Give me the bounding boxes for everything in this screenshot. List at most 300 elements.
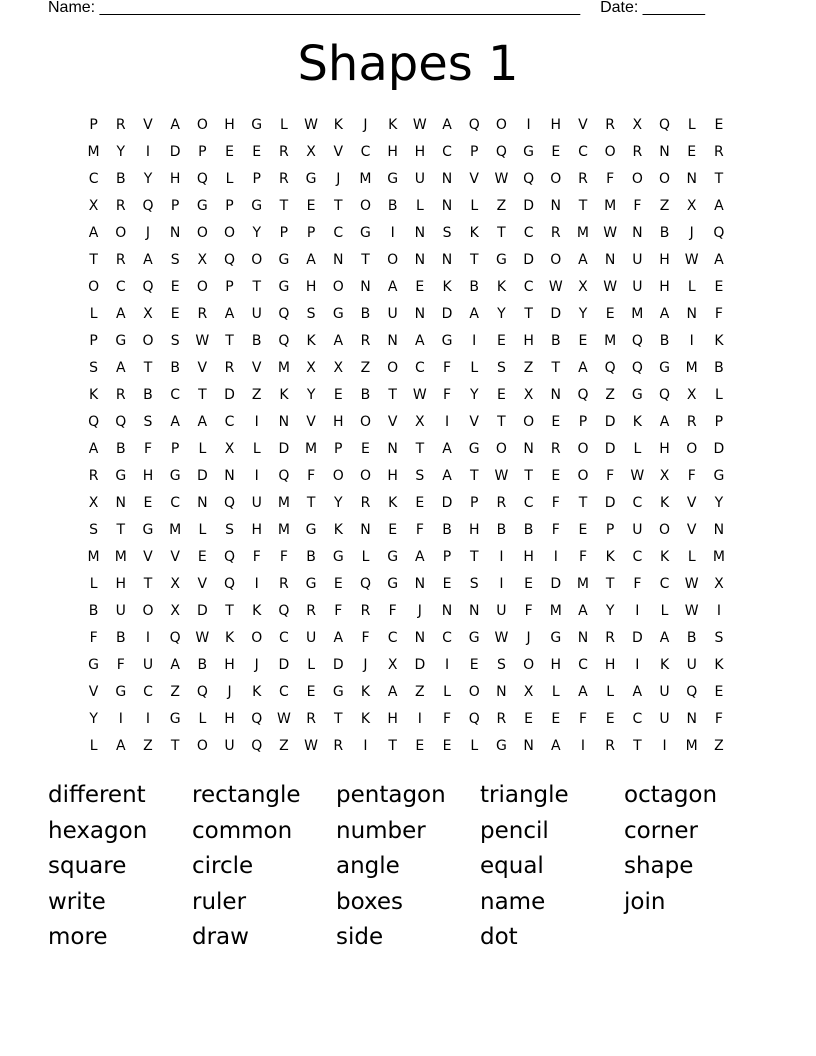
grid-letter[interactable]: P [469, 144, 479, 160]
grid-letter[interactable]: M [604, 198, 617, 214]
grid-letter[interactable]: H [550, 117, 562, 133]
grid-letter[interactable]: J [417, 603, 422, 619]
grid-letter[interactable]: G [550, 630, 562, 646]
grid-letter[interactable]: Y [89, 711, 98, 727]
grid-letter[interactable]: O [686, 441, 698, 457]
grid-letter[interactable]: I [499, 576, 504, 592]
grid-letter[interactable]: F [443, 711, 452, 727]
grid-letter[interactable]: E [361, 441, 370, 457]
grid-letter[interactable]: H [142, 468, 154, 484]
grid-letter[interactable]: C [578, 144, 588, 160]
grid-letter[interactable]: S [442, 225, 452, 241]
grid-letter[interactable]: T [714, 171, 724, 187]
grid-letter[interactable]: A [143, 252, 153, 268]
grid-letter[interactable]: A [115, 360, 126, 376]
grid-letter[interactable]: O [88, 279, 100, 295]
grid-letter[interactable]: P [714, 414, 724, 430]
grid-letter[interactable]: Z [251, 387, 262, 403]
grid-letter[interactable]: T [578, 495, 588, 511]
grid-letter[interactable]: F [687, 468, 696, 484]
grid-letter[interactable]: B [115, 630, 126, 646]
grid-letter[interactable]: L [225, 171, 234, 187]
grid-letter[interactable]: U [659, 684, 670, 700]
grid-letter[interactable]: Y [306, 387, 316, 403]
grid-letter[interactable]: T [605, 576, 615, 592]
grid-letter[interactable]: R [279, 171, 289, 187]
grid-letter[interactable]: E [605, 711, 615, 727]
grid-letter[interactable]: U [414, 171, 425, 187]
grid-letter[interactable]: N [414, 306, 426, 322]
grid-letter[interactable]: R [714, 144, 724, 160]
grid-letter[interactable]: F [361, 630, 370, 646]
grid-letter[interactable]: M [277, 522, 290, 538]
grid-letter[interactable]: D [414, 657, 426, 673]
grid-letter[interactable]: O [577, 441, 589, 457]
grid-letter[interactable]: A [333, 333, 344, 349]
grid-letter[interactable]: C [387, 630, 398, 646]
grid-letter[interactable]: R [686, 414, 697, 430]
grid-letter[interactable]: A [88, 441, 99, 457]
grid-letter[interactable]: M [87, 549, 100, 565]
grid-letter[interactable]: K [89, 387, 99, 403]
grid-letter[interactable]: X [333, 360, 344, 376]
grid-letter[interactable]: F [633, 576, 642, 592]
grid-letter[interactable]: Q [251, 738, 263, 754]
grid-letter[interactable]: U [387, 306, 398, 322]
grid-letter[interactable]: M [169, 522, 182, 538]
grid-letter[interactable]: J [526, 630, 531, 646]
grid-letter[interactable]: P [225, 198, 234, 214]
grid-letter[interactable]: F [551, 495, 560, 511]
grid-letter[interactable]: Z [605, 387, 615, 403]
grid-letter[interactable]: I [417, 711, 422, 727]
grid-letter[interactable]: A [659, 630, 670, 646]
grid-letter[interactable]: S [225, 522, 234, 538]
grid-letter[interactable]: A [578, 252, 588, 268]
grid-letter[interactable]: C [88, 171, 99, 187]
grid-letter[interactable]: A [632, 684, 643, 700]
grid-letter[interactable]: I [553, 549, 558, 565]
grid-letter[interactable]: O [387, 252, 399, 268]
grid-letter[interactable]: Y [578, 306, 588, 322]
grid-letter[interactable]: A [714, 198, 724, 214]
grid-letter[interactable]: C [170, 495, 181, 511]
grid-letter[interactable]: P [306, 225, 316, 241]
grid-letter[interactable]: H [468, 522, 480, 538]
grid-letter[interactable]: H [224, 711, 235, 727]
grid-letter[interactable]: E [551, 468, 561, 484]
grid-letter[interactable]: A [550, 738, 561, 754]
grid-letter[interactable]: I [254, 414, 259, 430]
grid-letter[interactable]: F [415, 522, 424, 538]
grid-letter[interactable]: P [252, 171, 261, 187]
grid-letter[interactable]: X [88, 198, 99, 214]
grid-letter[interactable]: E [551, 144, 561, 160]
grid-letter[interactable]: X [659, 468, 670, 484]
grid-letter[interactable]: H [523, 333, 534, 349]
grid-letter[interactable]: P [89, 117, 98, 133]
grid-letter[interactable]: K [632, 414, 642, 430]
grid-letter[interactable]: X [523, 387, 534, 403]
grid-letter[interactable]: H [414, 144, 426, 160]
grid-letter[interactable]: E [578, 333, 588, 349]
grid-letter[interactable]: H [604, 657, 616, 673]
grid-letter[interactable]: U [686, 657, 697, 673]
grid-letter[interactable]: V [686, 522, 697, 538]
grid-letter[interactable]: B [115, 441, 126, 457]
grid-letter[interactable]: S [306, 306, 316, 322]
grid-letter[interactable]: J [689, 225, 694, 241]
grid-letter[interactable]: L [687, 117, 696, 133]
grid-letter[interactable]: C [115, 279, 126, 295]
grid-letter[interactable]: N [441, 198, 453, 214]
grid-letter[interactable]: O [196, 738, 208, 754]
grid-letter[interactable]: G [631, 387, 643, 403]
grid-letter[interactable]: J [145, 225, 151, 241]
grid-letter[interactable]: D [441, 306, 453, 322]
grid-letter[interactable]: K [388, 495, 398, 511]
grid-letter[interactable]: J [336, 171, 341, 187]
grid-letter[interactable]: O [251, 252, 263, 268]
grid-letter[interactable]: P [279, 225, 289, 241]
grid-letter[interactable]: W [412, 387, 427, 403]
grid-letter[interactable]: D [278, 657, 290, 673]
grid-letter[interactable]: T [497, 225, 506, 241]
grid-letter[interactable]: W [276, 711, 291, 727]
grid-letter[interactable]: C [632, 495, 643, 511]
grid-letter[interactable]: O [631, 171, 643, 187]
grid-letter[interactable]: I [472, 333, 477, 349]
grid-letter[interactable]: R [550, 225, 561, 241]
grid-letter[interactable]: Y [334, 495, 343, 511]
grid-letter[interactable]: R [279, 576, 289, 592]
grid-letter[interactable]: C [442, 144, 452, 160]
grid-letter[interactable]: Q [196, 171, 208, 187]
grid-letter[interactable]: N [441, 603, 453, 619]
grid-letter[interactable]: F [633, 198, 642, 214]
grid-letter[interactable]: I [254, 468, 259, 484]
grid-letter[interactable]: N [604, 252, 616, 268]
grid-letter[interactable]: D [441, 495, 453, 511]
grid-letter[interactable]: K [659, 657, 670, 673]
grid-letter[interactable]: U [305, 630, 317, 646]
grid-letter[interactable]: Q [224, 549, 236, 565]
grid-letter[interactable]: I [390, 225, 395, 241]
grid-letter[interactable]: H [523, 549, 534, 565]
grid-letter[interactable]: Y [497, 306, 506, 322]
grid-letter[interactable]: A [578, 603, 588, 619]
grid-letter[interactable]: T [252, 279, 261, 295]
grid-letter[interactable]: O [523, 414, 535, 430]
grid-letter[interactable]: W [684, 252, 699, 268]
grid-letter[interactable]: H [224, 657, 235, 673]
grid-letter[interactable]: L [198, 522, 207, 538]
grid-letter[interactable]: F [443, 387, 452, 403]
grid-letter[interactable]: T [469, 549, 479, 565]
grid-letter[interactable]: X [170, 603, 180, 619]
grid-letter[interactable]: X [306, 144, 316, 160]
grid-letter[interactable]: Y [143, 171, 153, 187]
grid-letter[interactable]: V [306, 414, 316, 430]
grid-letter[interactable]: V [170, 549, 180, 565]
grid-letter[interactable]: W [304, 117, 319, 133]
grid-letter[interactable]: F [606, 171, 615, 187]
grid-letter[interactable]: D [196, 603, 208, 619]
grid-letter[interactable]: N [169, 225, 181, 241]
grid-letter[interactable]: T [116, 522, 126, 538]
grid-letter[interactable]: V [469, 171, 479, 187]
grid-letter[interactable]: W [494, 171, 509, 187]
grid-letter[interactable]: O [196, 225, 208, 241]
grid-letter[interactable]: Q [604, 360, 616, 376]
grid-letter[interactable]: E [415, 279, 425, 295]
grid-letter[interactable]: O [495, 117, 507, 133]
grid-letter[interactable]: O [332, 279, 344, 295]
grid-letter[interactable]: U [251, 495, 262, 511]
grid-letter[interactable]: W [603, 279, 618, 295]
grid-letter[interactable]: D [604, 495, 616, 511]
grid-letter[interactable]: D [604, 441, 616, 457]
grid-letter[interactable]: P [198, 144, 207, 160]
grid-letter[interactable]: L [89, 576, 98, 592]
grid-letter[interactable]: K [442, 279, 452, 295]
grid-letter[interactable]: E [524, 576, 534, 592]
grid-letter[interactable]: G [332, 549, 344, 565]
grid-letter[interactable]: K [659, 549, 670, 565]
grid-letter[interactable]: P [605, 522, 615, 538]
grid-letter[interactable]: C [523, 225, 534, 241]
grid-letter[interactable]: A [469, 306, 479, 322]
grid-letter[interactable]: Q [224, 252, 236, 268]
grid-letter[interactable]: N [496, 684, 507, 700]
grid-letter[interactable]: Q [495, 144, 507, 160]
grid-letter[interactable]: V [197, 576, 208, 592]
grid-letter[interactable]: C [143, 684, 153, 700]
grid-letter[interactable]: T [633, 738, 642, 754]
grid-letter[interactable]: W [603, 225, 618, 241]
grid-letter[interactable]: C [170, 387, 181, 403]
grid-letter[interactable]: F [443, 360, 452, 376]
grid-letter[interactable]: F [551, 522, 560, 538]
grid-letter[interactable]: S [170, 333, 180, 349]
grid-letter[interactable]: L [198, 711, 207, 727]
grid-letter[interactable]: Q [659, 117, 671, 133]
grid-letter[interactable]: Q [224, 576, 236, 592]
grid-letter[interactable]: L [415, 198, 424, 214]
grid-letter[interactable]: I [145, 144, 151, 160]
grid-letter[interactable]: H [387, 468, 398, 484]
grid-letter[interactable]: N [686, 171, 697, 187]
grid-letter[interactable]: R [224, 360, 235, 376]
grid-letter[interactable]: R [360, 495, 371, 511]
grid-letter[interactable]: X [415, 414, 425, 430]
grid-letter[interactable]: R [279, 144, 289, 160]
grid-letter[interactable]: O [359, 468, 371, 484]
grid-letter[interactable]: Q [251, 711, 263, 727]
grid-letter[interactable]: Q [359, 576, 371, 592]
grid-letter[interactable]: Q [278, 306, 290, 322]
grid-letter[interactable]: F [714, 306, 723, 322]
grid-letter[interactable]: Y [605, 603, 615, 619]
grid-letter[interactable]: L [89, 738, 98, 754]
grid-letter[interactable]: R [115, 117, 126, 133]
grid-letter[interactable]: S [170, 252, 180, 268]
grid-letter[interactable]: V [143, 549, 153, 565]
grid-letter[interactable]: G [251, 198, 263, 214]
grid-letter[interactable]: O [332, 468, 344, 484]
grid-letter[interactable]: Q [468, 117, 480, 133]
grid-letter[interactable]: Q [196, 684, 208, 700]
grid-letter[interactable]: O [495, 441, 507, 457]
grid-letter[interactable]: E [252, 144, 262, 160]
grid-letter[interactable]: N [577, 630, 589, 646]
grid-letter[interactable]: Q [686, 684, 698, 700]
grid-letter[interactable]: N [659, 144, 670, 160]
grid-letter[interactable]: R [632, 144, 643, 160]
grid-letter[interactable]: K [360, 684, 371, 700]
grid-letter[interactable]: U [496, 603, 507, 619]
grid-letter[interactable]: B [360, 306, 371, 322]
grid-letter[interactable]: G [332, 684, 344, 700]
grid-letter[interactable]: N [197, 495, 208, 511]
grid-letter[interactable]: B [115, 171, 126, 187]
grid-letter[interactable]: A [333, 630, 344, 646]
grid-letter[interactable]: T [415, 441, 425, 457]
grid-letter[interactable]: C [279, 684, 289, 700]
grid-letter[interactable]: T [279, 198, 289, 214]
grid-letter[interactable]: U [142, 657, 154, 673]
grid-letter[interactable]: C [632, 711, 643, 727]
grid-letter[interactable]: G [251, 117, 263, 133]
grid-letter[interactable]: Z [496, 198, 507, 214]
grid-letter[interactable]: R [550, 441, 561, 457]
grid-letter[interactable]: M [87, 144, 100, 160]
grid-letter[interactable]: Q [169, 630, 181, 646]
grid-letter[interactable]: T [170, 738, 180, 754]
grid-letter[interactable]: H [115, 576, 127, 592]
grid-letter[interactable]: T [361, 252, 370, 268]
grid-letter[interactable]: Q [631, 333, 643, 349]
grid-letter[interactable]: Y [469, 387, 479, 403]
grid-letter[interactable]: W [195, 333, 210, 349]
grid-letter[interactable]: E [524, 711, 534, 727]
grid-letter[interactable]: F [279, 549, 288, 565]
grid-letter[interactable]: Z [714, 738, 724, 754]
grid-letter[interactable]: Q [278, 333, 290, 349]
grid-letter[interactable]: X [523, 684, 534, 700]
grid-letter[interactable]: B [143, 387, 153, 403]
grid-letter[interactable]: G [115, 684, 127, 700]
grid-letter[interactable]: M [685, 738, 698, 754]
grid-letter[interactable]: R [197, 306, 208, 322]
grid-letter[interactable]: H [550, 657, 562, 673]
grid-letter[interactable]: T [198, 387, 207, 403]
grid-letter[interactable]: N [550, 387, 562, 403]
grid-letter[interactable]: Q [224, 495, 236, 511]
grid-letter[interactable]: E [333, 576, 343, 592]
grid-letter[interactable]: M [604, 333, 617, 349]
grid-letter[interactable]: A [224, 306, 235, 322]
grid-letter[interactable]: P [89, 333, 98, 349]
grid-letter[interactable]: U [632, 252, 643, 268]
grid-letter[interactable]: A [387, 279, 398, 295]
grid-letter[interactable]: D [196, 468, 208, 484]
grid-letter[interactable]: N [278, 414, 290, 430]
grid-letter[interactable]: B [442, 522, 452, 538]
grid-letter[interactable]: G [88, 657, 100, 673]
grid-letter[interactable]: M [277, 360, 290, 376]
grid-letter[interactable]: V [469, 414, 479, 430]
grid-letter[interactable]: B [659, 225, 670, 241]
grid-letter[interactable]: K [252, 684, 262, 700]
grid-letter[interactable]: N [686, 711, 697, 727]
grid-letter[interactable]: G [332, 306, 344, 322]
grid-letter[interactable]: A [659, 306, 670, 322]
grid-letter[interactable]: G [523, 144, 535, 160]
grid-letter[interactable]: A [714, 252, 724, 268]
grid-letter[interactable]: Z [659, 198, 670, 214]
grid-letter[interactable]: I [635, 603, 640, 619]
grid-letter[interactable]: O [196, 117, 208, 133]
grid-letter[interactable]: E [714, 117, 724, 133]
grid-letter[interactable]: I [444, 414, 450, 430]
grid-letter[interactable]: E [388, 522, 398, 538]
grid-letter[interactable]: R [496, 495, 507, 511]
grid-letter[interactable]: W [412, 117, 427, 133]
grid-letter[interactable]: N [523, 738, 534, 754]
grid-letter[interactable]: O [359, 198, 371, 214]
grid-letter[interactable]: R [88, 468, 99, 484]
grid-letter[interactable]: A [578, 684, 588, 700]
grid-letter[interactable]: Q [278, 603, 290, 619]
grid-letter[interactable]: T [143, 576, 153, 592]
grid-letter[interactable]: G [278, 252, 290, 268]
grid-letter[interactable]: N [414, 252, 426, 268]
grid-letter[interactable]: G [495, 738, 507, 754]
grid-letter[interactable]: N [550, 198, 562, 214]
date-field-label[interactable]: Date: _______ [600, 0, 706, 16]
grid-letter[interactable]: F [307, 468, 316, 484]
grid-letter[interactable]: L [551, 684, 560, 700]
grid-letter[interactable]: D [523, 252, 534, 268]
grid-letter[interactable]: N [523, 441, 534, 457]
grid-letter[interactable]: L [443, 684, 451, 700]
grid-letter[interactable]: T [388, 387, 397, 403]
grid-letter[interactable]: Z [415, 684, 425, 700]
grid-letter[interactable]: C [360, 144, 371, 160]
grid-letter[interactable]: O [659, 522, 671, 538]
grid-letter[interactable]: A [170, 117, 180, 133]
grid-letter[interactable]: C [333, 225, 344, 241]
grid-letter[interactable]: E [714, 684, 724, 700]
grid-letter[interactable]: X [197, 252, 208, 268]
grid-letter[interactable]: G [387, 576, 399, 592]
grid-letter[interactable]: T [388, 738, 397, 754]
grid-letter[interactable]: E [496, 333, 506, 349]
grid-letter[interactable]: A [170, 414, 180, 430]
grid-letter[interactable]: M [305, 441, 318, 457]
grid-letter[interactable]: G [468, 630, 480, 646]
grid-letter[interactable]: C [523, 279, 534, 295]
grid-letter[interactable]: L [660, 603, 669, 619]
grid-letter[interactable]: I [145, 630, 151, 646]
grid-letter[interactable]: F [252, 549, 261, 565]
grid-letter[interactable]: E [687, 144, 697, 160]
grid-letter[interactable]: O [359, 414, 371, 430]
grid-letter[interactable]: B [550, 333, 561, 349]
grid-letter[interactable]: K [252, 603, 262, 619]
grid-letter[interactable]: Z [279, 738, 289, 754]
